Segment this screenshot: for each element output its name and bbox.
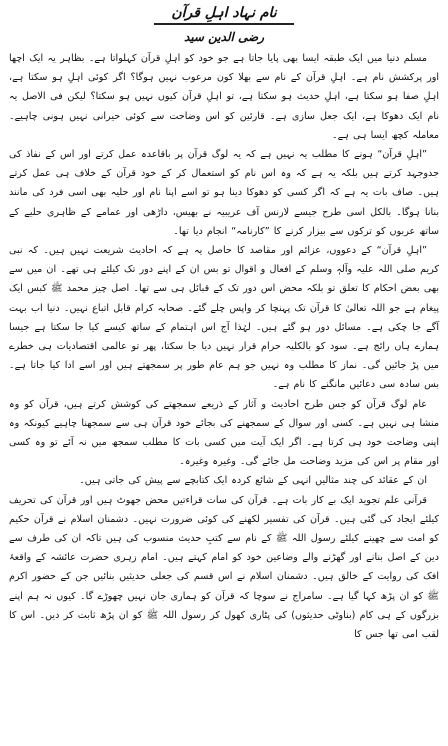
article-title: نام نہاد اہلِ قرآن bbox=[154, 4, 294, 25]
paragraph-5: ان کے عقائد کی چند مثالیں انہی کے شائع کردہ ایک کتابچے سے پیش کی جاتی ہیں۔ bbox=[79, 475, 427, 487]
paragraph-1: مسلم دنیا میں ایک طبقہ ایسا بھی پایا جاتا ہے جو خود کو اہلِ قرآن کہلواتا ہے۔ بظاہر یہ ایک اچھا اور پرکشش نام ہے۔ اہلِ قرآن کے نام سے بھلا کون مرعوب نہیں ہوگا؟ اگر کوئی اہلِ ہو سکتا ہے، اہلِ صفا ہو سکتا ہے، اہلِ حدیث ہو سکتا ہے، تو اہلِ قرآن کیوں نہیں ہو سکتا؟ لیکن فی الاصل یہ نام ایک دھوکا ہے، ایک جعل سازی ہے۔ قارئین کو اس وضاحت سے کوئی حیرانی نہیں ہونی چاہیے۔ معاملہ کچھ ایسا ہی ہے۔ bbox=[9, 53, 439, 141]
paragraph-4: عام لوگ قرآن کو جس طرح احادیث و آثار کے ذریعے سمجھتے کی کوشش کرتے ہیں، قرآن کو وہ منشا ہی نہیں ہے۔ کسی اور سوال کے سمجھنے کی بجائے خود قرآن ہی سے سمجھنا چاہیے کیونکہ وہ اپنی وضاحت خود ہی کرتا ہے۔ اگر ایک آیت میں کسی بات کا مطلب سمجھ میں نہ آئے تو وہ کسی اور مقام پر اس کی مزید وضاحت مل جائے گی۔ وغیرہ وغیرہ۔ bbox=[9, 398, 439, 468]
paragraph-2: ”اہلِ قرآن“ ہونے کا مطلب یہ نہیں ہے کہ یہ لوگ قرآن پر باقاعدہ عمل کرتے اور اس کے نفاذ کی جدوجہد کرتے ہیں بلکہ یہ ہے کہ وہ اس نام کو استعمال کر کے خود قرآن کے خلاف ہی عمل کرتے ہیں۔ صاف بات یہ ہے کہ اگر کسی کو دھوکا دینا ہو تو اسے اپنا نام اور حلیہ بھی اسی فرد کی مانند بنانا ہوگا۔ بالکل اسی طرح جیسے لارنس آف عریبیہ نے بھیس، داڑھی اور عمامے کے ظاہری حلیے کے ساتھ عربوں کو ترکوں سے بیزار کرنے کا ”کارنامہ“ انجام دیا تھا۔ bbox=[9, 149, 439, 237]
paragraph-6: قرآنی علم تجوید ایک بے کار بات ہے۔ قرآن کی سات قراءتیں محض جھوٹ ہیں اور قرآن کی تحریف کیلئے ایجاد کی گئی ہیں۔ قرآن کی تفسیر لکھنے کی کوئی ضرورت نہیں۔ دشمنان اسلام نے قرآن حکیم کو امت سے چھینے کیلئے رسول اللہ ﷺ کے نام سے کتبِ حدیث منسوب کی ہیں تاکہ ان کی طرف سے دین کے اصل بنانے اور گھڑنے والے وضاعین خود کو امام کہتے ہیں۔ امام زہری حضرت عائشہ کے واقعۂ افک کی روایت کے خالق ہیں۔ دشمنان اسلام نے اس قسم کی جعلی حدیثیں بنائیں جن کے حضور اکرم ﷺ کو ان پڑھ کہا گیا ہے۔ سامراج نے سوچا کہ قرآن کو ہماری جان نہیں چھوڑے گا۔ کیوں نہ ہم اپنے بزرگوں کے ہی کام (بناوٹی حدیثوں) کی پٹاری کھول کر رسول اللہ ﷺ کو ان پڑھ ثابت کر دیں۔ اس کا لقب امی تھا جس کا bbox=[9, 494, 439, 641]
article-author: رضی الدین سید bbox=[183, 30, 265, 44]
paragraph-3: ”اہلِ قرآن“ کے دعووں، عزائم اور مقاصد کا حاصل یہ ہے کہ احادیث شریعت نہیں ہیں۔ کہ نبی کریم صلی اللہ علیہ وآلہٖ وسلم کے افعال و اقوال تو بس ان کے اپنے دور تک کیلئے ہی تھے۔ ان میں سے بھی بعض احکام کا تعلق تو بلکہ محض اس دور تک کے قبائل ہی سے تھا۔ اصل چیز محمد ﷺ کبس ایک پیغام ہے جو اللہ تعالیٰ کا قرآن تک پہنچا کر واپس چلے گئے۔ صحابہ کرام قابل اتباع نہیں۔ دنیا اب بہت آگے جا چکی ہے۔ مسائل دور ہو گئے ہیں۔ لہٰذا آج اس اہتمام کے ساتھ کیسے کیا جا سکتا ہے جیسا ہمارے ہاں رائج ہے۔ سود کو بالکلیہ حرام قرار نہیں دیا جا سکتا، پھر تو عالمی اقتصادیات ہی خطرے میں پڑ جائیں گی۔ نماز کا مطلب وہ نہیں جو ہم عام طور پر سمجھتے ہیں اور اسے ادا کیا جاتا ہے۔ بس سادہ سی دعائیں مانگنے کا نام ہے۔ bbox=[9, 245, 439, 391]
